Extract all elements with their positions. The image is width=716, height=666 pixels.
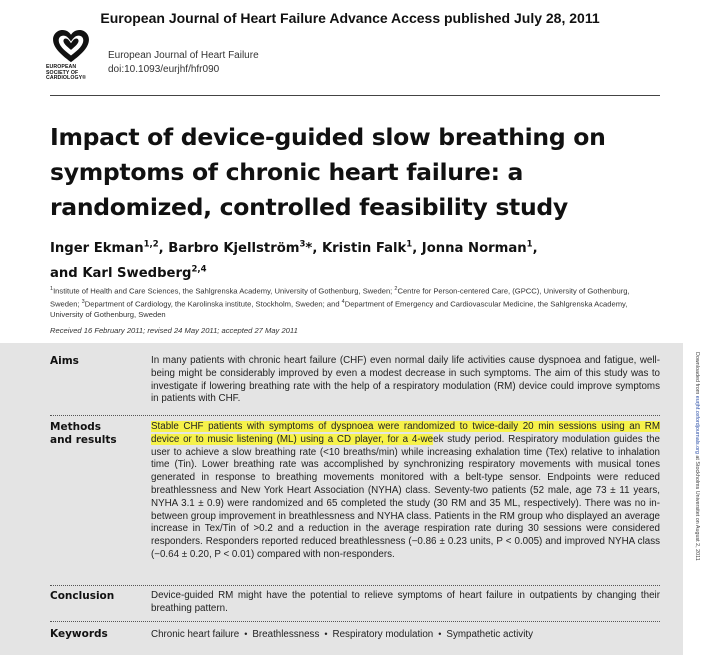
highlighted-text[interactable]: Stable CHF patients with symptoms of dyspnoea were randomized to twice-daily 20 min sessions using an RM device or to music listening (ML) using a CD player, for a 4-we <box>151 421 660 445</box>
keyword: Breathlessness <box>252 629 320 640</box>
keyword: Chronic heart failure <box>151 629 240 640</box>
published-banner: European Journal of Heart Failure Advance Access published July 28, 2011 <box>100 10 600 26</box>
logo-text-line: CARDIOLOGY® <box>46 75 87 82</box>
download-watermark: Downloaded from eurjhf.oxfordjournals.org at Stockholms Universitet on August 2, 2011 <box>694 352 700 561</box>
esc-logo <box>46 30 96 86</box>
affiliations: $^1$Institute of Health and Care Sciences, the Sahlgrenska Academy, University of Gothenburg, Sweden; $^2$Centre for Person-centered Care, (GPCC), University of Gothenburg, Sweden; $^3$Department of Cardiology, the Karolinska institute, Stockholm, Sweden; and $^4$Department of Emergency and Cardiovascular Medicine, the Sahlgrenska Academy, University of Gothenburg, Sweden <box>50 286 630 320</box>
author: Inger Ekman$^{1,2}$, <box>50 240 169 257</box>
keyword: Sympathetic activity <box>446 629 533 640</box>
author: Jonna Norman$^1$, <box>421 240 538 257</box>
logo-text-line: EUROPEAN <box>46 64 77 70</box>
aims-label: Aims <box>50 355 79 367</box>
logo-text-line: SOCIETY OF <box>46 69 79 76</box>
section-divider <box>50 621 660 622</box>
journal-link[interactable]: eurjhf.oxfordjournals.org <box>694 395 700 454</box>
header-rule <box>50 95 660 96</box>
author: Kristin Falk$^1$, <box>321 240 422 257</box>
aims-text: In many patients with chronic heart failure (CHF) even normal daily life activities cause dyspnoea and fatigue, well-being might be considerably improved by even a modest decrease in such symptoms. The aim of this study was to investigate if lowering breathing rate with the help of a respiratory modulation (RM) device could improve symptoms in patients with CHF. <box>151 355 660 405</box>
conclusion-label: Conclusion <box>50 590 115 602</box>
conclusion-text: Device-guided RM might have the potential to relieve symptoms of heart failure in outpatients by changing their breathing pattern. <box>151 590 660 614</box>
submission-dates: Received 16 February 2011; revised 24 May 2011; accepted 27 May 2011 <box>50 326 298 335</box>
methods-label: Methods and results <box>50 421 117 446</box>
section-divider <box>50 415 660 416</box>
journal-name: European Journal of Heart Failure <box>108 50 259 61</box>
keywords-label: Keywords <box>50 628 108 640</box>
author: Barbro Kjellström$^3$*, <box>168 240 322 257</box>
heart-icon <box>52 30 90 64</box>
keywords-list: Chronic heart failure • Breathlessness • Respiratory modulation • Sympathetic activity <box>151 629 533 640</box>
paper-title: Impact of device-guided slow breathing on symptoms of chronic heart failure: a randomized, controlled feasibility study <box>50 123 606 221</box>
doi: doi:10.1093/eurjhf/hfr090 <box>108 64 220 75</box>
section-divider <box>50 585 660 586</box>
keyword: Respiratory modulation <box>332 629 434 640</box>
author-list <box>50 235 670 284</box>
journal-reference <box>108 49 259 77</box>
author: and Karl Swedberg$^{2,4}$ <box>50 264 207 281</box>
methods-text: Stable CHF patients with symptoms of dyspnoea were randomized to twice-daily 20 min sessions using an RM device or to music listening (ML) using a CD player, for a 4-week study period. Respiratory modulation guides the user to achieve a slow breathing rate (<10 breaths/min) while increasing exhalation time (Tex) relative to inhalation time (Tin). Lower breathing rate was accomplished by synchronizing respiratory movements with musical tones generated in response to breathing movements monitored with a belt-type sensor. Endpoints were reduced breathlessness and New York Heart Association (NYHA) class. Seventy-two patients (52 male, age 73 ± 11 years, NYHA 3.1 ± 0.9) were randomized and 65 completed the study (30 RM and 35 ML, respectively). There was no in-between group improvement in breathlessness and NYHA class. Patients in the RM group who displayed an average increase in Tex/Tin of >0.2 and a reduction in the average respiration rate during 30 sessions were considered responders. Responders reported reduced breathlessness (−0.86 ± 0.23 units, P < 0.005) and improved NYHA class (−0.64 ± 0.20, P < 0.01) compared with non-responders. <box>151 421 660 560</box>
